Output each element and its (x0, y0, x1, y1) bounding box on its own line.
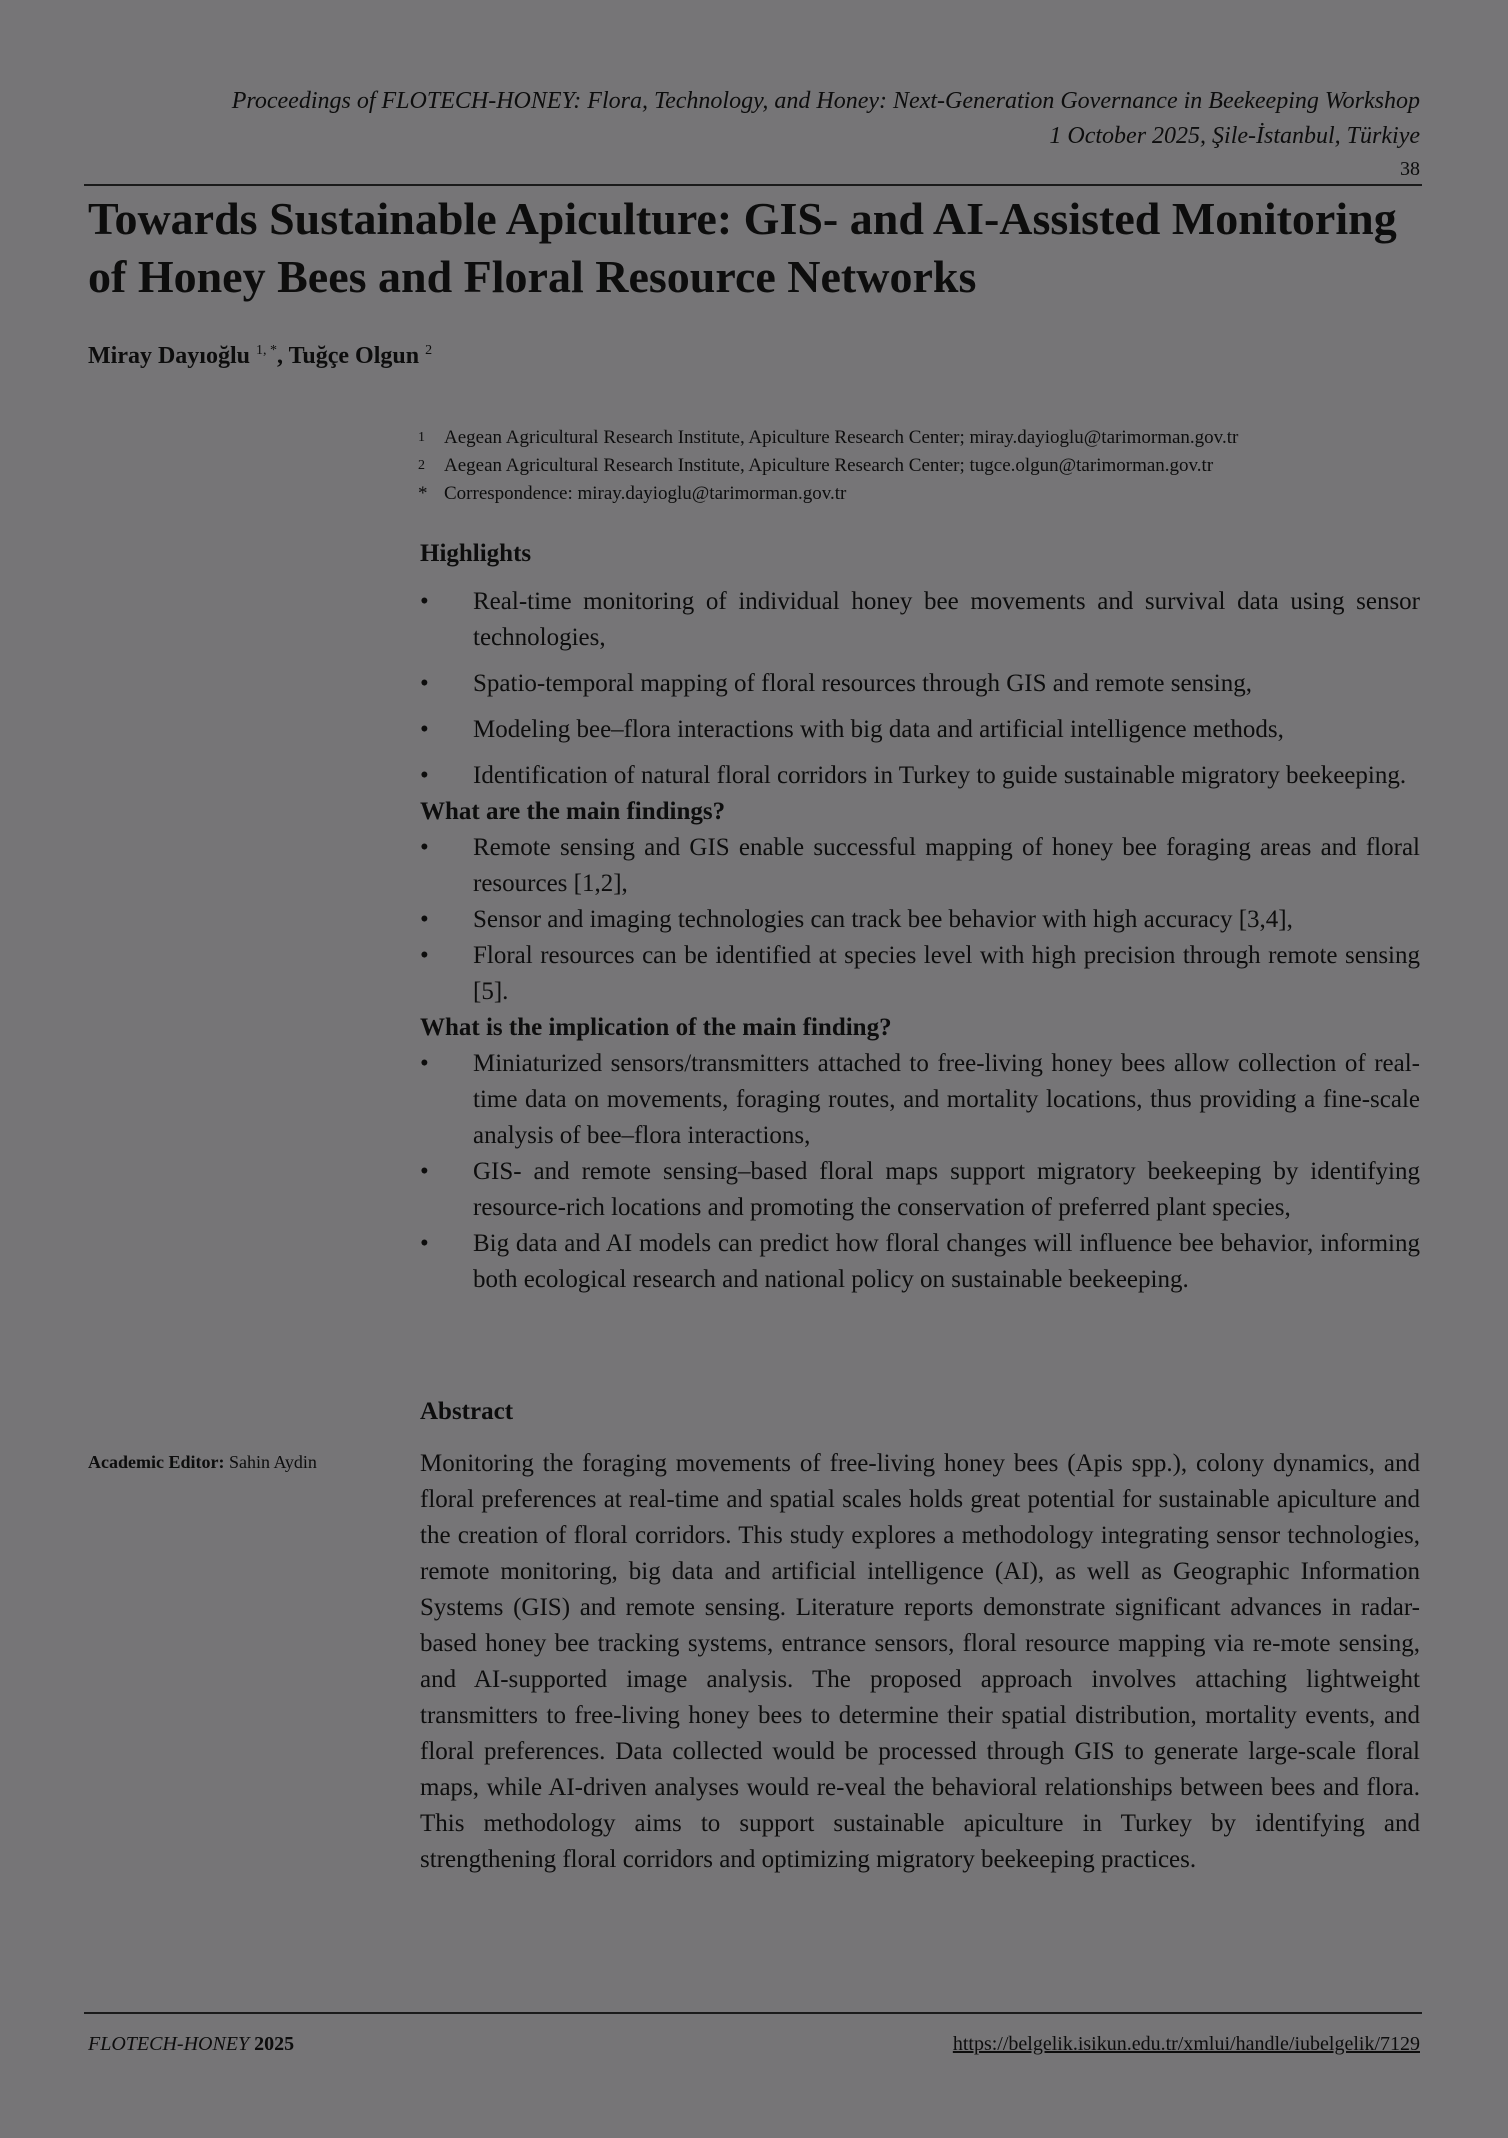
bullet: • (420, 670, 429, 697)
editor-name: Sahin Aydin (228, 1452, 317, 1472)
editor-label: Academic Editor: (88, 1452, 225, 1472)
proceedings-header: Proceedings of FLOTECH-HONEY: Flora, Technology, and Honey: Next-Generation Governance in Beekeeping Workshop (231, 88, 1420, 114)
list-item (420, 1154, 1420, 1226)
footer-journal (88, 2033, 294, 2056)
bullet: • (420, 762, 429, 789)
affiliation-text: Correspondence: miray.dayioglu@tarimorman.gov.tr (444, 483, 847, 504)
list-item (420, 1046, 1420, 1154)
header-rule (84, 184, 1422, 186)
implications-heading: What is the implication of the main finding? (420, 1014, 892, 1041)
bullet: • (420, 588, 429, 615)
list-item (420, 666, 1420, 702)
abstract-text: Monitoring the foraging movements of free-living honey bees (Apis spp.), colony dynamics, and floral preferences at real-time and spatial scales holds great potential for sustainable apiculture and the creation of floral corridors. This study explores a methodology integrating sensor technologies, remote monitoring, big data and artificial intelligence (AI), as well as Geographic Information Systems (GIS) and remote sensing. Literature reports demonstrate significant advances in radar-based honey bee tracking systems, entrance sensors, floral resource mapping via re-mote sensing, and AI-supported image analysis. The proposed approach involves attaching lightweight transmitters to free-living honey bees to determine their spatial distribution, mortality events, and floral preferences. Data collected would be processed through GIS to generate large-scale floral maps, while AI-driven analyses would re-veal the behavioral relationships between bees and flora. This methodology aims to support sustainable apiculture in Turkey by identifying and strengthening floral corridors and optimizing migratory beekeeping practices. (420, 1450, 1420, 1873)
academic-editor (88, 1452, 317, 1473)
bullet: • (420, 1158, 429, 1185)
abstract-heading: Abstract (420, 1398, 514, 1425)
list-item (420, 712, 1420, 748)
list-item-text: Remote sensing and GIS enable successful mapping of honey bee foraging areas and floral resources [1,2], (473, 834, 1420, 897)
list-item-text: Real-time monitoring of individual honey bee movements and survival data using sensor technologies, (473, 588, 1420, 651)
implications-list (420, 1046, 1420, 1298)
list-item-text: Floral resources can be identified at species level with high precision through remote sensing [5]. (473, 942, 1420, 1005)
affiliation-row (418, 452, 1428, 480)
affiliation-mark: * (418, 483, 428, 504)
bullet: • (420, 1050, 429, 1077)
list-item-text: Spatio-temporal mapping of floral resources through GIS and remote sensing, (473, 670, 1252, 697)
page-number: 38 (1400, 158, 1420, 180)
list-item (420, 938, 1420, 1010)
bullet: • (420, 906, 429, 933)
findings-list (420, 830, 1420, 1010)
affiliation-mark: 2 (418, 458, 425, 473)
abstract-block (420, 1394, 1420, 1878)
list-item-text: Big data and AI models can predict how floral changes will influence bee behavior, informing both ecological research and national policy on sustainable beekeeping. (473, 1230, 1420, 1293)
list-item-text: GIS- and remote sensing–based floral maps support migratory beekeeping by identifying resource-rich locations and promoting the conservation of preferred plant species, (473, 1158, 1420, 1221)
author-name: Miray Dayıoğlu (88, 343, 250, 369)
highlights-heading: Highlights (420, 540, 532, 567)
highlights-block (420, 536, 1420, 1298)
affiliation-text: Aegean Agricultural Research Institute, Apiculture Research Center; tugce.olgun@tarimorman.gov.tr (444, 455, 1214, 476)
list-item-text: Miniaturized sensors/transmitters attached to free-living honey bees allow collection of real-time data on movements, foraging routes, and mortality locations, thus providing a fine-scale analysis of bee–flora interactions, (473, 1050, 1420, 1149)
list-item (420, 902, 1420, 938)
affiliation-row (418, 424, 1428, 452)
author-separator: , (277, 343, 289, 369)
author-affil-mark: 2 (425, 343, 433, 358)
affiliation-row (418, 480, 1428, 508)
list-item-text: Modeling bee–flora interactions with big data and artificial intelligence methods, (473, 716, 1284, 743)
highlights-list (420, 584, 1420, 794)
footer-url-link[interactable]: https://belgelik.isikun.edu.tr/xmlui/handle/iubelgelik/7129 (952, 2033, 1420, 2055)
journal-year: 2025 (254, 2033, 295, 2055)
list-item (420, 830, 1420, 902)
affiliation-text: Aegean Agricultural Research Institute, Apiculture Research Center; miray.dayioglu@tarimorman.gov.tr (444, 427, 1239, 448)
affiliations (418, 424, 1428, 508)
list-item (420, 758, 1420, 794)
list-item-text: Identification of natural floral corridors in Turkey to guide sustainable migratory beekeeping. (473, 762, 1407, 789)
footer-rule (84, 2012, 1422, 2014)
list-item (420, 1226, 1420, 1298)
paper-title: Towards Sustainable Apiculture: GIS- and AI-Assisted Monitoring of Honey Bees and Floral Resource Networks (88, 193, 1397, 302)
journal-name: FLOTECH-HONEY (88, 2033, 250, 2055)
list-item-text: Sensor and imaging technologies can track bee behavior with high accuracy [3,4], (473, 906, 1293, 933)
author-affil-mark: 1, * (256, 343, 277, 358)
findings-heading: What are the main findings? (420, 798, 726, 825)
date-place: 1 October 2025, Şile-İstanbul, Türkiye (1049, 123, 1420, 149)
bullet: • (420, 834, 429, 861)
bullet: • (420, 942, 429, 969)
bullet: • (420, 1230, 429, 1257)
author-name: Tuğçe Olgun (288, 343, 420, 369)
affiliation-mark: 1 (418, 430, 425, 445)
list-item (420, 584, 1420, 656)
authors (88, 343, 432, 370)
bullet: • (420, 716, 429, 743)
